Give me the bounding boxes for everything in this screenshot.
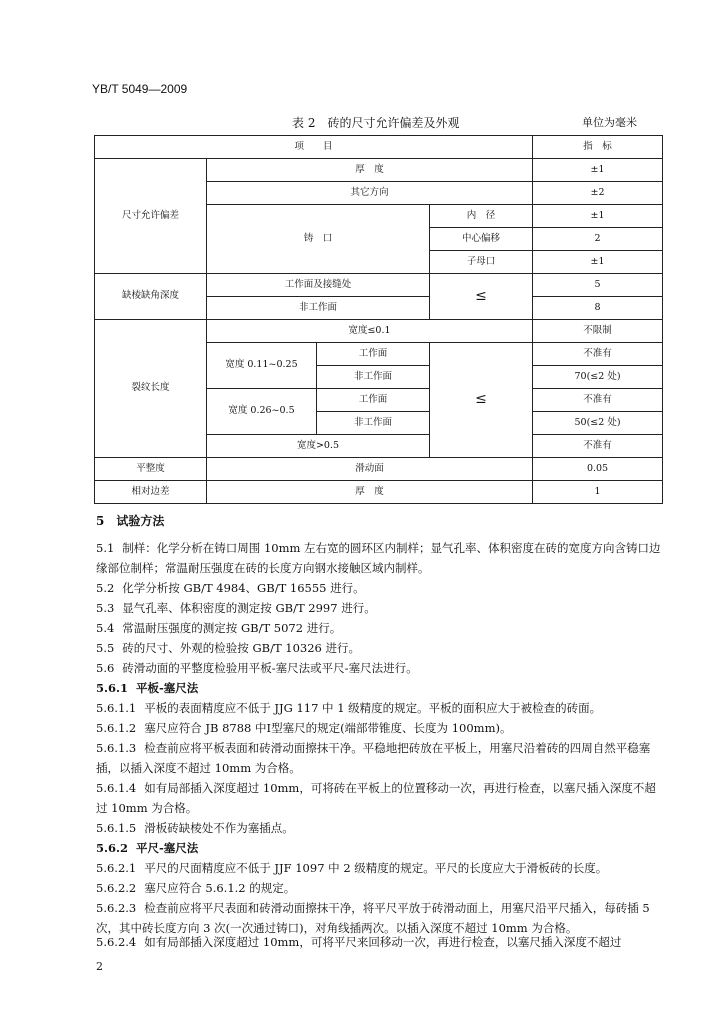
socket-label: 子母口 [430,251,533,274]
clause-5-3 [96,598,666,618]
crack-w1-label: 宽度≤0.1 [207,320,533,343]
clause-text: 塞尺应符合 JB 8788 中Ⅰ型塞尺的规定(端部带锥度、长度为 100mm)。 [144,721,512,735]
edge-nonwork-value: 8 [533,297,663,320]
clause-5-4 [96,618,666,638]
other-direction-label: 其它方向 [207,182,533,205]
crack-w2-label: 宽度 0.11~0.25 [207,343,317,389]
section-5-title: 5 试验方法 [96,514,165,528]
crack-w4-value: 不准有 [533,435,663,458]
clause-5-2 [96,578,666,598]
edge-work-label: 工作面及接缝处 [207,274,430,297]
crack-w3-work-label: 工作面 [317,389,430,412]
page-number: 2 [96,960,103,973]
edge-le-symbol: ≤ [430,274,533,320]
clause-text: 制样：化学分析在铸口周围 10mm 左右宽的圆环区内制样；显气孔率、体积密度在砖的宽度方向含铸口边缘部位制样；常温耐压强度在砖的长度方向钢水接触区域内制样。 [96,541,661,575]
clause-number: 5.5 [96,641,115,655]
clause-5-6-2-4 [96,932,666,952]
clause-text: 平板的表面精度应不低于 JJG 117 中 1 级精度的规定。平板的面积应大于被检查的砖面。 [144,701,602,715]
clause-5-6-1 [96,678,666,698]
clause-text: 检查前应将平板表面和砖滑动面擦抹干净。平稳地把砖放在平板上，用塞尺沿着砖的四周自然平稳塞插，以插入深度不超过 10mm 为合格。 [96,741,651,775]
clause-5-6-2 [96,838,666,858]
crack-w3-label: 宽度 0.26~0.5 [207,389,317,435]
crack-le-symbol: ≤ [430,343,533,458]
clause-text: 化学分析按 GB/T 4984、GB/T 16555 进行。 [122,581,365,595]
clause-number: 5.6.1.3 [96,741,137,755]
clause-5-1 [96,538,666,578]
clause-number: 5.6.1.1 [96,701,137,715]
crack-w1-value: 不限制 [533,320,663,343]
relative-edge-item: 厚 度 [207,481,533,504]
clause-text: 砖的尺寸、外观的检验按 GB/T 10326 进行。 [122,641,361,655]
clause-number: 5.6.1.2 [96,721,137,735]
flatness-value: 0.05 [533,458,663,481]
clause-number: 5.6.1.4 [96,781,137,795]
clause-5-6-1-2 [96,718,666,738]
nozzle-label: 铸 口 [207,205,430,274]
flatness-item: 滑动面 [207,458,533,481]
tolerance-table [94,135,663,504]
clause-number: 5.6.2 [96,841,129,855]
clause-number: 5.4 [96,621,115,635]
thickness-label: 厚 度 [207,159,533,182]
other-direction-value: ±2 [533,182,663,205]
clause-number: 5.3 [96,601,115,615]
clause-number: 5.6 [96,661,115,675]
crack-w4-label: 宽度>0.5 [207,435,430,458]
clause-text: 显气孔率、体积密度的测定按 GB/T 2997 进行。 [122,601,376,615]
inner-diameter-value: ±1 [533,205,663,228]
table-unit: 单位为毫米 [582,116,637,129]
clause-5-6-2-1 [96,858,666,878]
clause-number: 5.6.2.1 [96,861,137,875]
standard-number: YB/T 5049—2009 [92,82,188,96]
table-header-row [95,136,663,159]
table-row [95,481,663,504]
crack-w2-nonwork-label: 非工作面 [317,366,430,389]
edge-depth-label: 缺棱缺角深度 [95,274,207,320]
table-row [95,458,663,481]
clause-number: 5.1 [96,541,115,555]
table-row [95,274,663,297]
crack-w2-work-value: 不准有 [533,343,663,366]
center-offset-label: 中心偏移 [430,228,533,251]
clause-text: 砖滑动面的平整度检验用平板-塞尺法或平尺-塞尺法进行。 [122,661,418,675]
clause-text: 常温耐压强度的测定按 GB/T 5072 进行。 [122,621,342,635]
clause-text: 如有局部插入深度超过 10mm，可将平尺来回移动一次，再进行检查，以塞尺插入深度不超过 [144,935,622,949]
crack-w3-work-value: 不准有 [533,389,663,412]
clause-text: 平尺-塞尺法 [136,841,199,855]
relative-edge-label: 相对边差 [95,481,207,504]
table-row [95,159,663,182]
clause-5-6 [96,658,666,678]
relative-edge-value: 1 [533,481,663,504]
clause-text: 如有局部插入深度超过 10mm，可将砖在平板上的位置移动一次，再进行检查，以塞尺插入深度不超过 10mm 为合格。 [96,781,656,815]
clause-text: 平尺的尺面精度应不低于 JJF 1097 中 2 级精度的规定。平尺的长度应大于滑板砖的长度。 [144,861,608,875]
crack-w2-nonwork-value: 70(≤2 处) [533,366,663,389]
clause-number: 5.6.2.4 [96,935,137,949]
table-row [95,320,663,343]
clause-number: 5.6.2.3 [96,901,137,915]
crack-w3-nonwork-value: 50(≤2 处) [533,412,663,435]
clause-number: 5.2 [96,581,115,595]
header-item: 项 目 [95,136,533,159]
flatness-label: 平整度 [95,458,207,481]
size-tolerance-label: 尺寸允许偏差 [95,159,207,274]
clause-number: 5.6.2.2 [96,881,137,895]
clause-text: 检查前应将平尺表面和砖滑动面擦抹干净，将平尺平放于砖滑动面上，用塞尺沿平尺插入，每砖插 5 次，其中砖长度方向 3 次(一次通过铸口)，对角线插两次。以插入深度不超过 10mm 为合格。 [96,901,650,935]
clause-number: 5.6.1 [96,681,129,695]
socket-value: ±1 [533,251,663,274]
clause-text: 塞尺应符合 5.6.1.2 的规定。 [144,881,296,895]
header-index: 指 标 [533,136,663,159]
clause-5-6-1-5 [96,818,666,838]
crack-length-label: 裂纹长度 [95,320,207,458]
clause-5-5 [96,638,666,658]
edge-work-value: 5 [533,274,663,297]
clause-text: 平板-塞尺法 [136,681,199,695]
crack-w3-nonwork-label: 非工作面 [317,412,430,435]
clause-5-6-1-1 [96,698,666,718]
thickness-value: ±1 [533,159,663,182]
crack-w2-work-label: 工作面 [317,343,430,366]
center-offset-value: 2 [533,228,663,251]
table-caption: 表 2 砖的尺寸允许偏差及外观 [292,116,460,130]
edge-nonwork-label: 非工作面 [207,297,430,320]
clause-5-6-1-4 [96,778,666,818]
clause-5-6-1-3 [96,738,666,778]
clause-number: 5.6.1.5 [96,821,137,835]
clause-text: 滑板砖缺棱处不作为塞插点。 [144,821,294,835]
inner-diameter-label: 内 径 [430,205,533,228]
clause-5-6-2-2 [96,878,666,898]
